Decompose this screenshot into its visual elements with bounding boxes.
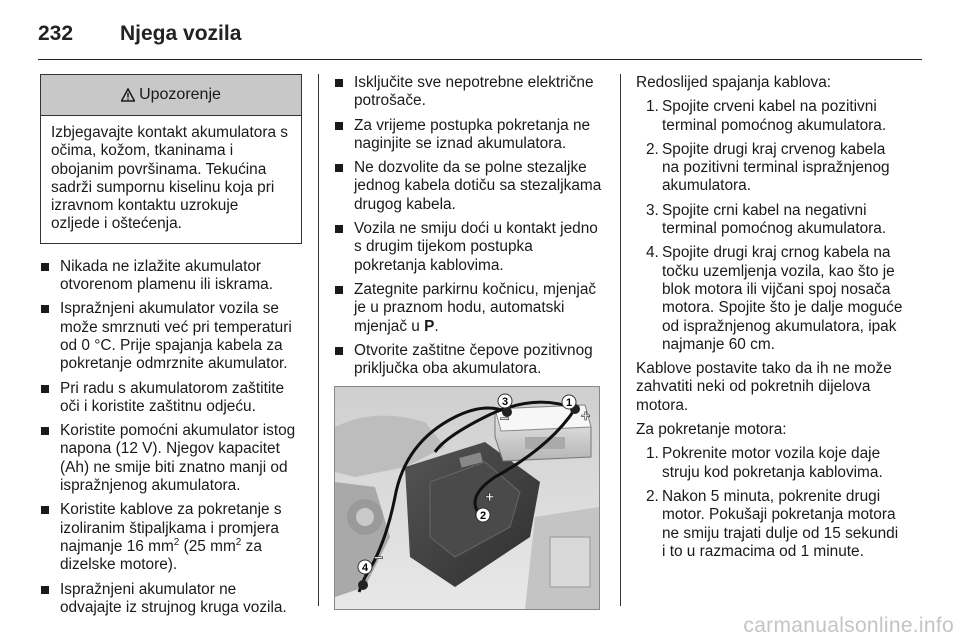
step-text: Nakon 5 minuta, pokrenite drugi motor. Pokušaji pokretanja motora ne smiju trajati dulje od 15 sekundi i to u razmacima od 1 minute.: [662, 487, 899, 560]
page-title: Njega vozila: [120, 22, 242, 45]
engine-bay-photo: [334, 386, 600, 610]
cable-text-pre: Koristite kablove za pokretanje s izoliranim štipaljkama i promjera najmanje 16 mm: [60, 501, 282, 555]
list-item: Pri radu s akumulatorom zaštitite oči i koristite zaštitnu odjeću.: [40, 380, 302, 417]
warning-text: Izbjegavajte kontakt akumulatora s očima, kožom, tkaninama i obojanim površinama. Tekućina sadrži sumpornu kiselinu koja pri izravnom kontaktu uzrokuje ozljede i oštećenja.: [51, 124, 288, 233]
column-1: [40, 74, 302, 623]
list-item: Isključite sve nepotrebne električne potrošače.: [334, 74, 602, 111]
brake-text: Zategnite parkirnu kočnicu, mjenjač je u praznom hodu, automatski mjenjač u: [354, 280, 597, 335]
step-text: Spojite crni kabel na negativni terminal pomoćnog akumulatora.: [662, 201, 887, 238]
svg-text:2: 2: [479, 510, 487, 523]
warning-triangle-icon: [121, 88, 135, 102]
column-3: [636, 74, 904, 567]
col1-bullet-list: [40, 258, 302, 617]
list-item: 2. Spojite drugi kraj crvenog kabela na pozitivni terminal ispražnjenog akumulatora.: [646, 140, 890, 195]
column-divider: [318, 74, 319, 606]
start-steps: [636, 445, 904, 561]
svg-text:1: 1: [565, 397, 573, 410]
header-rule: [38, 59, 922, 60]
warning-box: [40, 74, 302, 244]
connection-steps: [636, 98, 904, 354]
photo-label-4: [358, 560, 372, 574]
engine-start-intro: Za pokretanje motora:: [636, 421, 787, 439]
cable-placement-note: Kablove postavite tako da ih ne može zahvatiti neki od pokretnih dijelova motora.: [636, 360, 892, 414]
warning-title: Upozorenje: [139, 85, 221, 103]
list-item-cables: [40, 501, 302, 574]
step-text: Spojite crveni kabel na pozitivni terminal pomoćnog akumulatora.: [662, 98, 887, 134]
step-text: Spojite drugi kraj crnog kabela na točku uzemljenja vozila, kao što je blok motora ili vijčani spoj nosača motora. Spojite što je dalje moguće od ispražnjenog akumulatora, ipak najmanje 60 cm.: [662, 244, 903, 353]
svg-text:4: 4: [361, 562, 369, 575]
cable-text-post: za dizelske motore).: [60, 537, 262, 574]
photo-plus-2: +: [485, 489, 495, 507]
list-item: Ispražnjeni akumulator vozila se može smrznuti već pri temperaturi od 0 °C. Prije spajanja kabela za pokretanje odmrznite akumulator.: [40, 300, 302, 373]
list-item: Ispražnjeni akumulator ne odvajajte iz strujnog kruga vozila.: [40, 581, 302, 618]
column-divider: [620, 74, 621, 606]
list-item: Koristite pomoćni akumulator istog napona (12 V). Njegov kapacitet (Ah) ne smije biti znatno manji od ispražnjenog akumulatora.: [40, 422, 302, 495]
list-item-brake: [334, 281, 602, 336]
list-item: 3. Spojite crni kabel na negativni terminal pomoćnog akumulatora.: [646, 201, 887, 238]
list-item: 4. Spojite drugi kraj crnog kabela na točku uzemljenja vozila, kao što je blok motora ili vijčani spoj nosača motora. Spojite što je dalje moguće od ispražnjenog akumulatora, ipak najmanje 60 cm.: [646, 244, 903, 353]
superscript-2: 2: [235, 536, 242, 548]
list-item: Za vrijeme postupka pokretanja ne naginjite se iznad akumulatora.: [334, 117, 602, 154]
step-text: Pokrenite motor vozila koje daje struju kod pokretanja kablovima.: [662, 445, 883, 481]
connection-order-intro: Redoslijed spajanja kablova:: [636, 74, 832, 91]
list-item: 2. Nakon 5 minuta, pokrenite drugi motor. Pokušaji pokretanja motora ne smiju trajati dulje od 15 sekundi i to u razmacima od 1 minute.: [646, 487, 899, 560]
cable-text-mid: (25 mm: [179, 537, 236, 555]
list-item: 1. Pokrenite motor vozila koje daje struju kod pokretanja kablovima.: [646, 445, 883, 481]
svg-text:3: 3: [501, 396, 509, 409]
list-item: Otvorite zaštitne čepove pozitivnog priključka oba akumulatora.: [334, 342, 602, 379]
page-header: [38, 12, 922, 52]
brake-text-end: .: [434, 317, 439, 335]
list-item: Nikada ne izlažite akumulator otvorenom plamenu ili iskrama.: [40, 258, 302, 295]
photo-label-1: [562, 395, 576, 409]
watermark: carmanualsonline.info: [743, 614, 954, 637]
column-2: [334, 74, 602, 610]
photo-label-2: [476, 508, 490, 522]
list-item: Ne dozvolite da se polne stezaljke jednog kabela dotiču sa stezaljkama drugog kabela.: [334, 159, 602, 214]
superscript-2: 2: [173, 536, 180, 548]
photo-minus-4: −: [374, 550, 384, 568]
photo-label-3: [498, 394, 512, 408]
gear-p: P: [424, 317, 435, 335]
list-item: 1. Spojite crveni kabel na pozitivni terminal pomoćnog akumulatora.: [646, 98, 887, 134]
photo-plus-1: +: [581, 408, 591, 426]
step-text: Spojite drugi kraj crvenog kabela na pozitivni terminal ispražnjenog akumulatora.: [662, 140, 890, 195]
col2-bullet-list: [334, 74, 602, 378]
photo-minus-3: −: [500, 411, 510, 429]
warning-header: [41, 75, 301, 116]
list-item: Vozila ne smiju doći u kontakt jedno s drugim tijekom postupka pokretanja kablovima.: [334, 220, 602, 275]
page-number: 232: [38, 22, 74, 45]
